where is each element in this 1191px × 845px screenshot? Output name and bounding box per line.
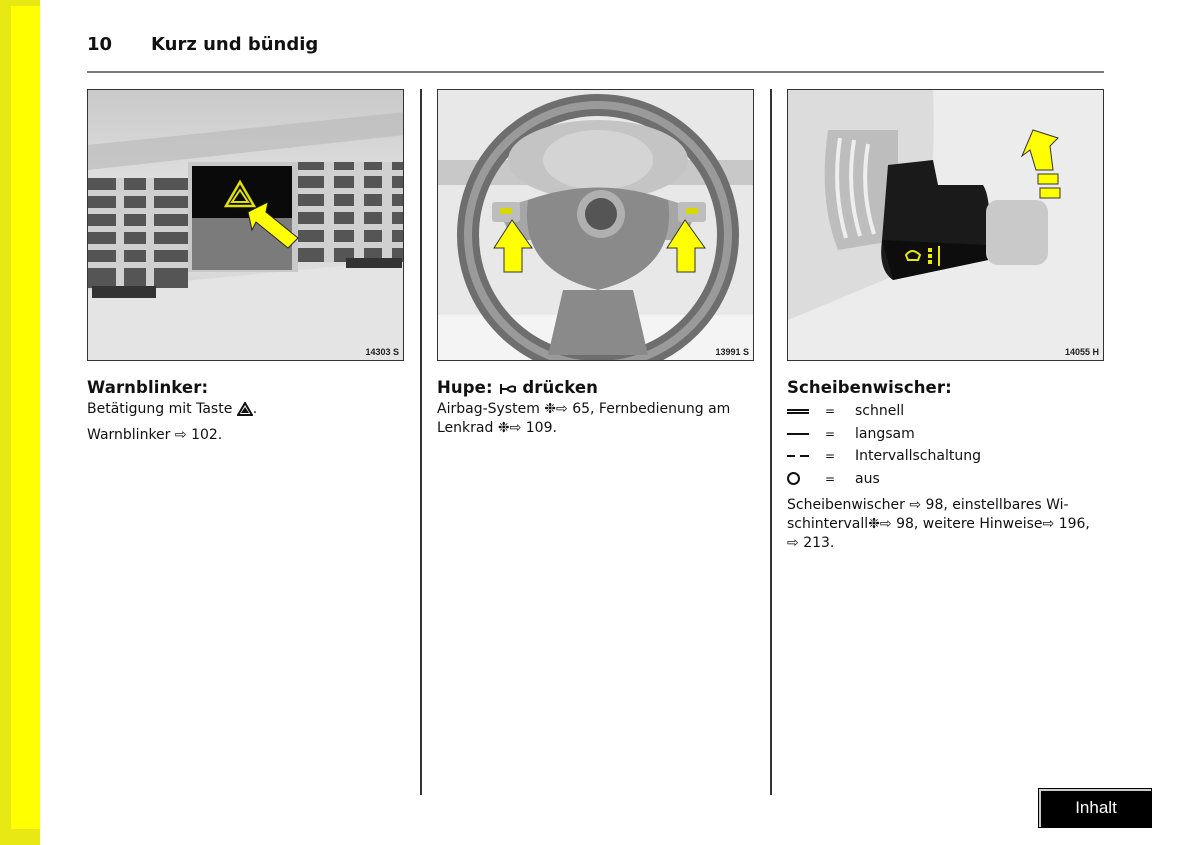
paragraph: Betätigung mit Taste . <box>87 401 258 417</box>
page-ref-arrow-icon: ⇨ <box>174 427 187 443</box>
single-line-icon <box>787 433 809 435</box>
column-divider <box>770 89 772 795</box>
figure-code: 14303 S <box>365 347 399 357</box>
section-scheibenwischer <box>787 378 1107 560</box>
page-ref-link[interactable]: 109. <box>525 420 557 436</box>
legend-row: = langsam <box>787 423 1107 446</box>
hazard-switch-illustration <box>88 90 404 361</box>
legend-row: = Intervallschaltung <box>787 445 1107 468</box>
figure-code: 14055 H <box>1064 347 1099 357</box>
page-ref-arrow-icon: ⇨ <box>556 401 568 417</box>
page-number: 10 <box>87 34 113 55</box>
header-rule <box>87 71 1104 73</box>
figure-hazard-switch <box>87 89 404 361</box>
legend-row: = aus <box>787 468 1107 491</box>
optional-equipment-icon: ❉ <box>497 420 510 436</box>
paragraph: Airbag-System ❉⇨ 65, Fernbedienung am Lenkrad ❉⇨ 109. <box>437 401 731 436</box>
section-hupe <box>437 378 757 445</box>
page-ref-arrow-icon: ⇨ <box>879 516 892 532</box>
wiper-lever-illustration <box>788 90 1104 361</box>
page-ref-link[interactable]: 196, <box>1058 516 1090 532</box>
optional-equipment-icon: ❉ <box>868 516 880 532</box>
wiper-legend <box>787 400 1107 490</box>
figure-wiper-lever <box>787 89 1104 361</box>
section-heading: Warnblinker: <box>87 378 209 397</box>
page-ref-link[interactable]: 98, weitere Hinweise <box>896 516 1043 532</box>
side-tab-highlight <box>11 6 40 829</box>
figure-steering-wheel <box>437 89 754 361</box>
section-warnblinker <box>87 378 407 452</box>
dashed-line-icon <box>787 455 809 457</box>
table-of-contents-button[interactable]: Inhalt <box>1039 789 1151 827</box>
page-title: Kurz und bündig <box>151 34 319 55</box>
page-ref-arrow-icon: ⇨ <box>909 497 922 513</box>
double-line-icon <box>787 409 809 414</box>
page-ref-link[interactable]: 213. <box>803 535 835 551</box>
optional-equipment-icon: ❉ <box>544 401 557 417</box>
page-ref-link[interactable]: 102. <box>191 427 223 443</box>
section-heading: Scheibenwischer: <box>787 378 952 397</box>
paragraph: Scheibenwischer ⇨ 98, einstellbares Wi- schintervall❉⇨ 98, weitere Hinweise⇨ 196, ⇨ 213. <box>787 497 1090 551</box>
horn-icon <box>499 383 517 395</box>
legend-row: = schnell <box>787 400 1107 423</box>
page-ref-arrow-icon: ⇨ <box>1042 516 1055 532</box>
steering-wheel-illustration <box>438 90 754 361</box>
figure-code: 13991 S <box>715 347 749 357</box>
circle-off-icon <box>787 472 800 485</box>
page-header <box>87 34 1104 74</box>
page-ref-link[interactable]: 65, Fernbedienung am <box>572 401 731 417</box>
page-ref-arrow-icon: ⇨ <box>509 420 522 436</box>
page-ref-arrow-icon: ⇨ <box>787 535 799 551</box>
paragraph: Warnblinker ⇨ 102. <box>87 427 223 443</box>
section-heading: Hupe: drücken <box>437 378 599 397</box>
page-ref-link[interactable]: 98, einstellbares Wi- <box>925 497 1069 513</box>
column-divider <box>420 89 422 795</box>
hazard-triangle-icon <box>237 402 253 416</box>
